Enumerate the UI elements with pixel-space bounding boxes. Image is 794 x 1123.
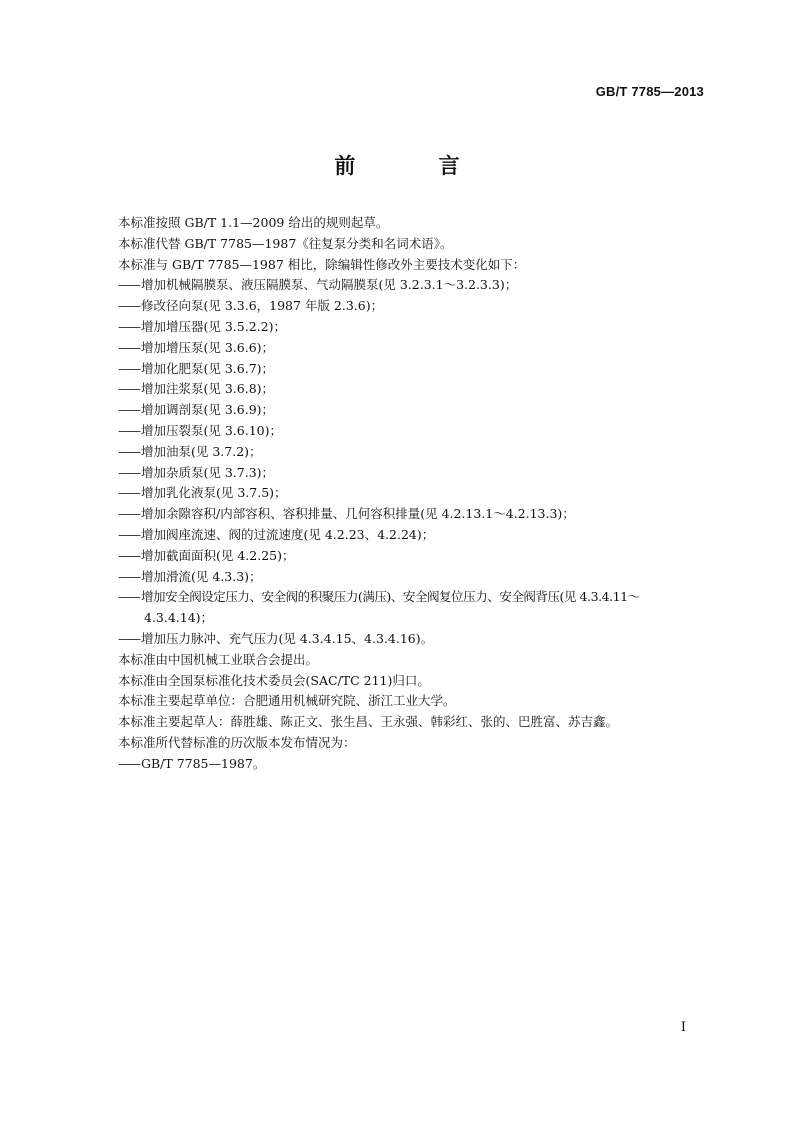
change-item: —— 增加调剖泵(见 3.6.9)； [118,400,708,421]
change-item: —— 增加增压泵(见 3.6.6)； [118,338,708,359]
change-item: —— 增加油泵(见 3.7.2)； [118,442,708,463]
change-item: —— 增加阀座流速、阀的过流速度(见 4.2.23、4.2.24)； [118,525,708,546]
change-item: —— 增加截面面积(见 4.2.25)； [118,546,708,567]
change-item: —— 增加乳化液泵(见 3.7.5)； [118,483,708,504]
change-item: —— 增加机械隔膜泵、液压隔膜泵、气动隔膜泵(见 3.2.3.1～3.2.3.3)； [118,275,708,296]
change-item: —— 增加压力脉冲、充气压力(见 4.3.4.15、4.3.4.16)。 [118,629,708,650]
history-item: —— GB/T 7785—1987。 [118,754,708,775]
paragraph: 本标准主要起草人：薛胜雄、陈正文、张生昌、王永强、韩彩红、张的、巴胜富、苏吉鑫。 [118,714,619,730]
change-item: —— 增加压裂泵(见 3.6.10)； [118,421,708,442]
change-item: —— 增加注浆泵(见 3.6.8)； [118,379,708,400]
paragraph: 本标准由全国泵标准化技术委员会(SAC/TC 211)归口。 [118,672,430,688]
paragraph: 本标准与 GB/T 7785—1987 相比，除编辑性修改外主要技术变化如下： [118,256,526,272]
standard-code: GB/T 7785—2013 [595,84,704,99]
change-item: —— 增加滑流(见 4.3.3)； [118,567,708,588]
document-body [118,213,708,775]
paragraph: 本标准按照 GB/T 1.1—2009 给出的规则起草。 [118,215,389,230]
change-item: —— 增加化肥泵(见 3.6.7)； [118,359,708,380]
paragraph: 本标准由中国机械工业联合会提出。 [118,651,319,667]
paragraph: 本标准代替 GB/T 7785—1987《往复泵分类和名词术语》。 [118,235,453,251]
change-item: —— 增加余隙容积/内部容积、容积排量、几何容积排量(见 4.2.13.1～4.2.13.3)； [118,504,708,525]
change-item: —— 增加安全阀设定压力、安全阀的积聚压力(满压)、安全阀复位压力、安全阀背压(见 4.3.4.11～ [118,587,708,608]
page-title: 前 言 [334,153,498,178]
change-item: —— 增加杂质泵(见 3.7.3)； [118,463,708,484]
paragraph: 本标准主要起草单位：合肥通用机械研究院、浙江工业大学。 [118,693,456,709]
change-item: —— 修改径向泵(见 3.3.6，1987 年版 2.3.6)； [118,296,708,317]
page-number: I [680,1020,686,1035]
paragraph: 本标准所代替标准的历次版本发布情况为： [118,734,356,750]
change-item: —— 增加增压器(见 3.5.2.2)； [118,317,708,338]
change-item-continuation: 4.3.4.14)； [144,610,214,626]
